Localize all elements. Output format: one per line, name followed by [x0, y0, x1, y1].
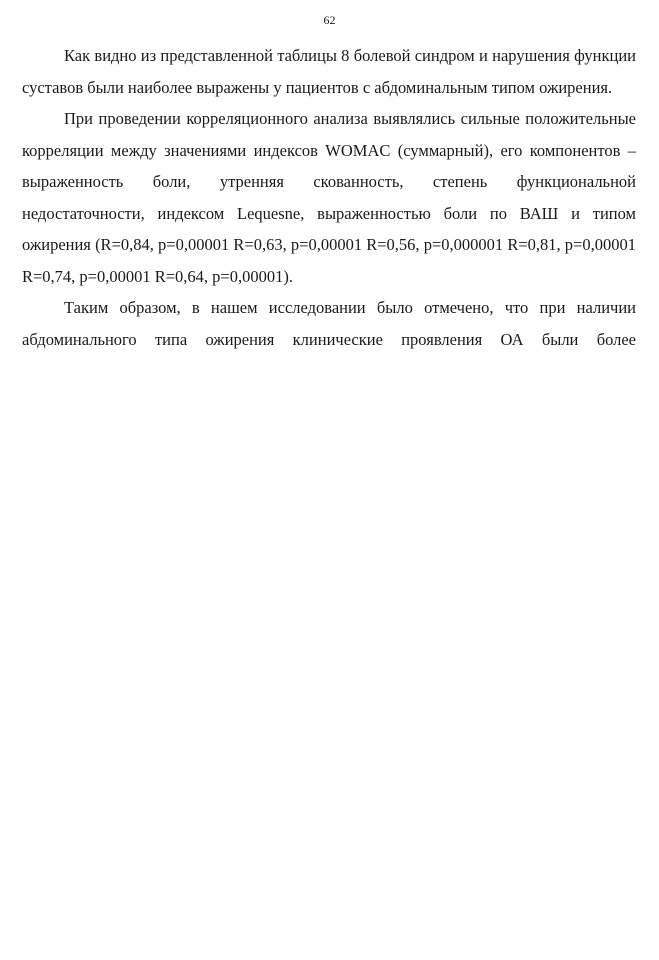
- paragraph-table-findings: Как видно из представленной таблицы 8 болевой синдром и нарушения функции суставов были наиболее выражены у пациентов с абдоминальным типом ожирения.: [22, 46, 636, 97]
- page-number: 62: [323, 13, 336, 27]
- document-body: [22, 40, 636, 355]
- paragraph-correlation-analysis: При проведении корреляционного анализа выявлялись сильные положительные корреляции между значениями индексов WOMAC (суммарный), его компонентов – выраженность боли, утренняя скованность, степень функциональной недостаточности, индексом Lequesne, выраженностью боли по ВАШ и типом ожирения (R=0,84, p=0,00001 R=0,63, p=0,00001 R=0,56, p=0,000001 R=0,81, p=0,00001 R=0,74, p=0,00001 R=0,64, p=0,00001).: [22, 109, 636, 286]
- paragraph-conclusion: Таким образом, в нашем исследовании было отмечено, что при наличии абдоминального типа ожирения клинические проявления ОА были более: [22, 298, 636, 349]
